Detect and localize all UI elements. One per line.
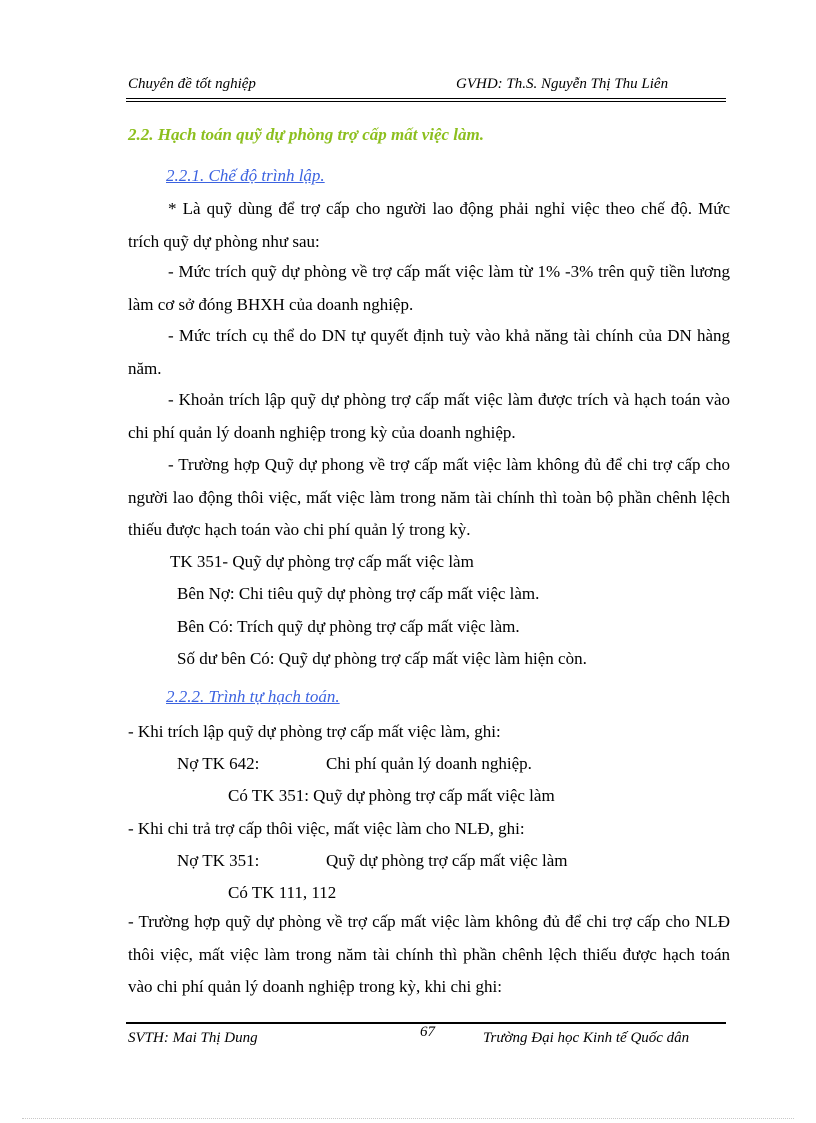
list-item: - Mức trích cụ thể do DN tự quyết định tuỳ vào khả năng tài chính của DN hàng năm. (128, 326, 730, 378)
entry-credit-line: Có TK 111, 112 (228, 883, 337, 902)
entry-debit-description: Quỹ dự phòng trợ cấp mất việc làm (326, 851, 568, 870)
header-course-label: Chuyên đề tốt nghiệp (128, 76, 256, 92)
entry-debit-description: Chi phí quản lý doanh nghiệp. (326, 754, 532, 773)
credit-side-line: Bên Có: Trích quỹ dự phòng trợ cấp mất việc làm. (177, 617, 520, 636)
footer-student-label: SVTH: Mai Thị Dung (128, 1030, 258, 1046)
list-item: - Mức trích quỹ dự phòng về trợ cấp mất việc làm từ 1% -3% trên quỹ tiền lương làm cơ sở đóng BHXH của doanh nghiệp. (128, 262, 730, 314)
page-bottom-border (22, 1118, 794, 1119)
section-title: 2.2. Hạch toán quỹ dự phòng trợ cấp mất việc làm. (128, 125, 485, 144)
header-advisor-label: GVHD: Th.S. Nguyễn Thị Thu Liên (456, 76, 669, 92)
list-item: - Khoản trích lập quỹ dự phòng trợ cấp mất việc làm được trích và hạch toán vào chi phí quản lý doanh nghiệp trong kỳ của doanh nghiệp. (128, 390, 730, 442)
balance-line: Số dư bên Có: Quỹ dự phòng trợ cấp mất việc làm hiện còn. (177, 649, 587, 668)
entry-credit-line: Có TK 351: Quỹ dự phòng trợ cấp mất việc làm (228, 786, 555, 805)
header-divider (126, 98, 726, 102)
closing-paragraph: - Trường hợp quỹ dự phòng về trợ cấp mất việc làm không đủ để chi trợ cấp cho NLĐ thôi việc, mất việc làm trong năm tài chính thì phần chênh lệch thiếu được hạch toán vào chi phí quản lý doanh nghiệp trong kỳ, khi chi ghi: (128, 912, 730, 996)
debit-side-line: Bên Nợ: Chi tiêu quỹ dự phòng trợ cấp mất việc làm. (177, 584, 540, 603)
entry-debit-account: Nợ TK 351: (177, 851, 260, 870)
step-line: - Khi chi trả trợ cấp thôi việc, mất việc làm cho NLĐ, ghi: (128, 819, 525, 838)
page-number: 67 (420, 1024, 435, 1040)
subsection-1-title: 2.2.1. Chế độ trình lập. (166, 166, 325, 185)
step-line: - Khi trích lập quỹ dự phòng trợ cấp mất việc làm, ghi: (128, 722, 501, 741)
list-item: - Trường hợp Quỹ dự phong về trợ cấp mất việc làm không đủ để chi trợ cấp cho người lao động thôi việc, mất việc làm trong năm tài chính thì toàn bộ phần chênh lệch thiếu được hạch toán vào chi phí quản lý trong kỳ. (128, 455, 730, 539)
footer-university-label: Trường Đại học Kinh tế Quốc dân (483, 1030, 690, 1046)
entry-debit-account: Nợ TK 642: (177, 754, 260, 773)
account-line: TK 351- Quỹ dự phòng trợ cấp mất việc làm (170, 552, 474, 571)
intro-paragraph: * Là quỹ dùng để trợ cấp cho người lao động phải nghỉ việc theo chế độ. Mức trích quỹ dự phòng như sau: (128, 199, 730, 251)
subsection-2-title: 2.2.2. Trình tự hạch toán. (166, 687, 340, 706)
